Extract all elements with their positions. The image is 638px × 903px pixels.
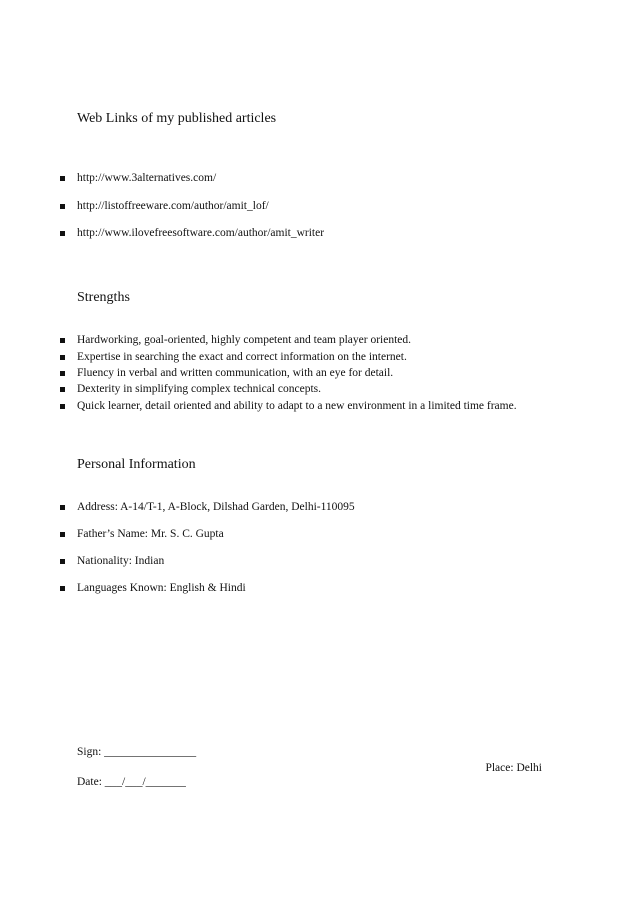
strength-text: Dexterity in simplifying complex technical concepts. — [77, 383, 321, 395]
nationality-text: Nationality: Indian — [77, 555, 165, 567]
sign-line: Sign: ________________ — [77, 746, 197, 758]
square-bullet-icon — [60, 338, 65, 343]
square-bullet-icon — [60, 176, 65, 181]
square-bullet-icon — [60, 387, 65, 392]
strength-text: Hardworking, goal-oriented, highly competent and team player oriented. — [77, 334, 412, 346]
strength-text: Fluency in verbal and written communication, with an eye for detail. — [77, 367, 394, 379]
languages-text: Languages Known: English & Hindi — [77, 582, 246, 594]
square-bullet-icon — [60, 586, 65, 591]
personal-information-heading: Personal Information — [77, 457, 196, 472]
square-bullet-icon — [60, 371, 65, 376]
square-bullet-icon — [60, 355, 65, 360]
fathers-name-text: Father’s Name: Mr. S. C. Gupta — [77, 528, 224, 540]
web-link[interactable]: http://www.ilovefreesoftware.com/author/amit_writer — [77, 227, 325, 239]
square-bullet-icon — [60, 505, 65, 510]
place-text: Place: Delhi — [485, 762, 542, 774]
strength-text: Expertise in searching the exact and correct information on the internet. — [77, 351, 407, 363]
date-line: Date: ___/___/_______ — [77, 776, 186, 788]
web-links-heading: Web Links of my published articles — [77, 111, 277, 126]
strengths-heading: Strengths — [77, 290, 130, 305]
square-bullet-icon — [60, 404, 65, 409]
web-link[interactable]: http://listoffreeware.com/author/amit_lof/ — [77, 200, 269, 212]
strength-text: Quick learner, detail oriented and ability to adapt to a new environment in a limited time frame. — [77, 400, 517, 412]
square-bullet-icon — [60, 532, 65, 537]
web-link[interactable]: http://www.3alternatives.com/ — [77, 172, 217, 184]
square-bullet-icon — [60, 204, 65, 209]
address-text: Address: A-14/T-1, A-Block, Dilshad Garden, Delhi-110095 — [77, 501, 355, 513]
square-bullet-icon — [60, 231, 65, 236]
square-bullet-icon — [60, 559, 65, 564]
